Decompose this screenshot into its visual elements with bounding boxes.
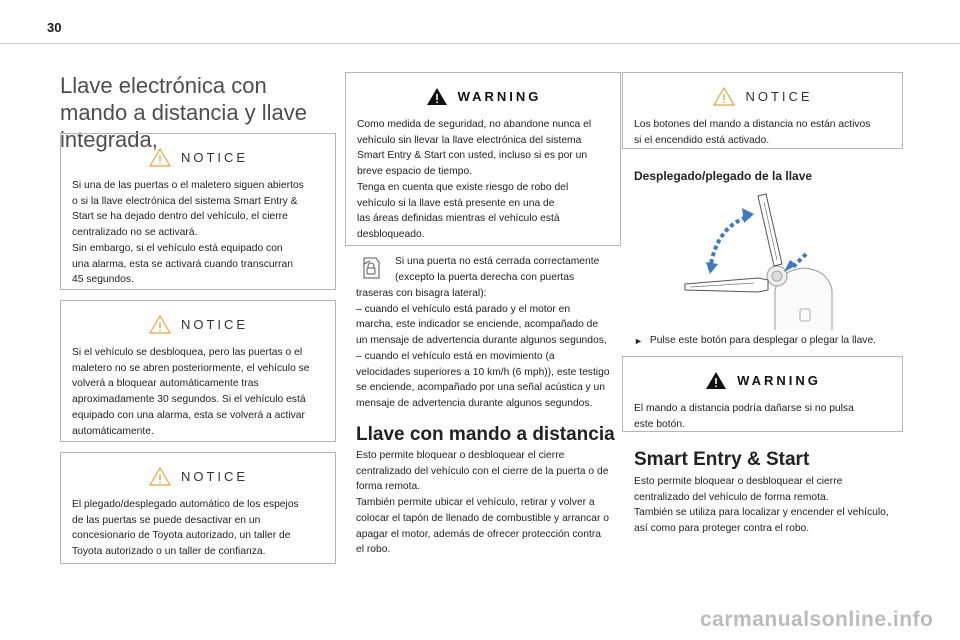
site-watermark: carmanualsonline.info bbox=[700, 608, 934, 631]
notice-box-2 bbox=[60, 300, 336, 442]
warning-text: Como medida de seguridad, no abandone nunca el vehículo sin llevar la llave electrónica del sistema Smart Entry & Start con usted, incluso si es por un breve espacio de tiempo. Tenga en cuenta que existe riesgo de robo del vehículo si la llave está presente en una de las áreas definidas mientras el vehículo está desbloqueado. bbox=[357, 119, 592, 240]
warning-box bbox=[345, 72, 621, 246]
smart-heading: Smart Entry & Start bbox=[634, 449, 810, 470]
top-divider bbox=[0, 43, 960, 44]
warning-box-col3 bbox=[622, 356, 903, 432]
page-number: 30 bbox=[47, 20, 62, 35]
warning-filled-icon bbox=[426, 87, 448, 106]
key-instruction bbox=[634, 335, 876, 346]
key-fob-illustration bbox=[680, 192, 860, 330]
notice-label: NOTICE bbox=[180, 149, 249, 165]
warning-text: El mando a distancia podría dañarse si no pulsa este botón. bbox=[634, 403, 854, 430]
notice-box-3 bbox=[60, 452, 336, 564]
indicator-text-first: Si una puerta no está cerrada correctamente (excepto la puerta derecha con puertas bbox=[395, 256, 600, 283]
arrow-right-icon: ► bbox=[634, 335, 643, 346]
key-instruction-text: Pulse este botón para desplegar o plegar la llave. bbox=[649, 335, 877, 346]
notice-box-1 bbox=[60, 133, 336, 290]
notice-label: NOTICE bbox=[745, 88, 813, 104]
indicator-text-rest: traseras con bisagra lateral): – cuando el vehículo está parado y el motor en marcha, este indicador se enciende, acompañado de un mensaje de advertencia durante algunos segundos, – cuando el vehículo está en movimiento (a velocidades superiores a 10 km/h (6 mph)), este testigo se enciende, acompañado por una señal acústica y un mensaje de advertencia durante algunos segundos. bbox=[356, 288, 610, 409]
notice-text: Los botones del mando a distancia no están activos si el encendido está activado. bbox=[634, 119, 871, 146]
notice-text: Si el vehículo se desbloquea, pero las puertas o el maletero no se abren posteriormente, el vehículo se volverá a bloquear automáticamente tras aproximadamente 30 segundos. Si el vehículo está equipado con una alarma, esta se volverá a activar automáticamente. bbox=[72, 347, 310, 437]
notice-box-col3 bbox=[622, 72, 903, 149]
notice-label: NOTICE bbox=[180, 468, 249, 484]
notice-label: NOTICE bbox=[180, 316, 249, 332]
notice-text: Si una de las puertas o el maletero siguen abiertos o si la llave electrónica del sistema Smart Entry & Start se ha dejado dentro del vehículo, el cierre centralizado no se activará. Sin embargo, si el vehículo está equipado con una alarma, esta se activará cuando transcurran 45 segundos. bbox=[72, 180, 304, 286]
remote-text: Esto permite bloquear o desbloquear el cierre centralizado del vehículo con el cierre de la puerta o de forma remota. También permite ubicar el vehículo, retirar y volver a colocar el tapón de llenado de combustible y arrancar o apagar el motor, además de ofrecer protección contra el robo. bbox=[356, 450, 609, 556]
smart-text: Esto permite bloquear o desbloquear el cierre centralizado del vehículo de forma remota. También se utiliza para localizar y encender el vehículo, así como para proteger contra el robo. bbox=[634, 476, 889, 535]
warning-triangle-icon bbox=[149, 148, 171, 167]
warning-triangle-icon bbox=[149, 467, 171, 486]
warning-triangle-icon bbox=[713, 87, 735, 106]
main-title: Llave electrónica con mando a distancia y llave integrada, bbox=[60, 73, 308, 152]
remote-heading: Llave con mando a distancia bbox=[356, 424, 615, 445]
notice-text: El plegado/desplegado automático de los espejos de las puertas se puede desactivar en un concesionario de Toyota autorizado, un taller de Toyota autorizado o un taller de confianza. bbox=[72, 499, 299, 558]
warning-triangle-icon bbox=[149, 315, 171, 334]
door-open-indicator-icon bbox=[360, 256, 382, 282]
warning-label: WARNING bbox=[737, 372, 821, 388]
warning-filled-icon bbox=[705, 371, 727, 390]
warning-label: WARNING bbox=[457, 88, 542, 104]
key-heading: Desplegado/plegado de la llave bbox=[634, 169, 813, 183]
